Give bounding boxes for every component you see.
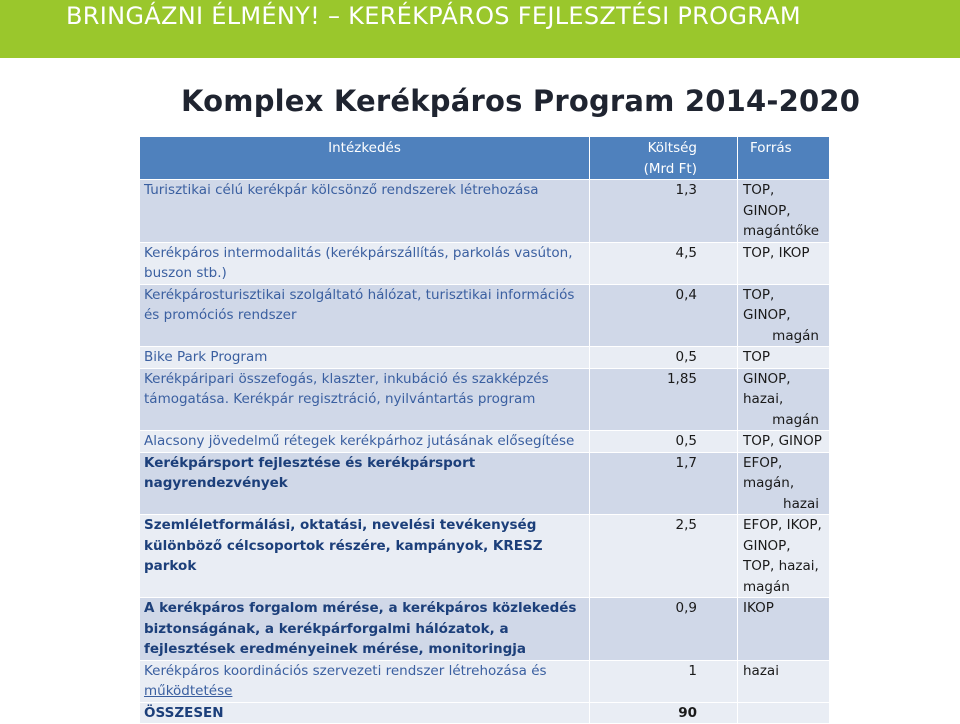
table-row [140, 598, 830, 661]
row-source [738, 284, 830, 347]
row-cost: 0,4 [590, 284, 738, 347]
header-cost-line2: (Mrd Ft) [643, 160, 697, 177]
header-source: Forrás [738, 137, 830, 180]
table-row [140, 284, 830, 347]
table-row [140, 242, 830, 284]
row-source [738, 452, 830, 515]
table-row [140, 180, 830, 243]
row-source-line2: hazai [783, 495, 819, 512]
row-cost: 1,85 [590, 368, 738, 431]
row-source [738, 598, 830, 661]
table-row [140, 347, 830, 369]
row-source [738, 515, 830, 598]
row-source-line1: TOP, GINOP [743, 433, 822, 449]
row-source [738, 660, 830, 702]
banner-text: BRINGÁZNI ÉLMÉNY! – KERÉKPÁROS FEJLESZTÉSI PROGRAM [66, 2, 801, 30]
row-source-line1: hazai [743, 662, 779, 679]
row-source [738, 242, 830, 284]
table-row [140, 431, 830, 453]
table-row [140, 660, 830, 702]
row-source [738, 368, 830, 431]
banner [0, 0, 960, 58]
row-source-line1: EFOP, IKOP, [743, 517, 822, 533]
row-measure: Kerékpáros intermodalitás (kerékpárszállítás, parkolás vasúton, buszon stb.) [140, 242, 590, 284]
row-cost: 0,9 [590, 598, 738, 661]
row-source [738, 431, 830, 453]
row-measure: A kerékpáros forgalom mérése, a kerékpáros közlekedés biztonságának, a kerékpárforgalmi hálózatok, a fejlesztések eredményeinek mérése, monitoringja [140, 598, 590, 661]
row-source [738, 180, 830, 243]
table-header-row [140, 137, 830, 180]
total-label: ÖSSZESEN [140, 702, 590, 724]
row-cost: 1,7 [590, 452, 738, 515]
row-source-line2: magán [772, 411, 819, 428]
row-cost: 0,5 [590, 347, 738, 369]
row-measure-underlined: működtetése [144, 683, 233, 699]
table-row [140, 515, 830, 598]
row-cost: 0,5 [590, 431, 738, 453]
row-measure: Kerékpárosturisztikai szolgáltató hálózat, turisztikai információs és promóciós rendszer [140, 284, 590, 347]
row-source-line2: GINOP, TOP, hazai, magán [743, 537, 819, 595]
header-cost [590, 137, 738, 180]
row-source-line1: IKOP [743, 600, 774, 616]
row-measure: Kerékpáripari összefogás, klaszter, inkubáció és szakképzés támogatása. Kerékpár regisztráció, nyilvántartás program [140, 368, 590, 431]
row-measure: Alacsony jövedelmű rétegek kerékpárhoz jutásának elősegítése [140, 431, 590, 453]
row-source-line1: TOP, IKOP [743, 244, 810, 261]
row-source [738, 347, 830, 369]
row-source-line1: EFOP, magán, [743, 454, 795, 491]
row-measure: Kerékpársport fejlesztése és kerékpársport nagyrendezvények [140, 452, 590, 515]
row-source-line1: TOP [743, 349, 771, 365]
page-title: Komplex Kerékpáros Program 2014-2020 [181, 84, 861, 118]
row-measure: Turisztikai célú kerékpár kölcsönző rendszerek létrehozása [140, 180, 590, 243]
total-source [738, 702, 830, 724]
row-cost: 1,3 [590, 180, 738, 243]
row-cost: 2,5 [590, 515, 738, 598]
row-measure: Szemléletformálási, oktatási, nevelési tevékenység különböző célcsoportok részére, kampányok, KRESZ parkok [140, 515, 590, 598]
row-cost: 1 [590, 660, 738, 702]
table-row [140, 368, 830, 431]
header-measure: Intézkedés [140, 137, 590, 180]
row-cost: 4,5 [590, 242, 738, 284]
row-source-line1: GINOP, hazai, [743, 370, 791, 407]
row-source-line2: magán [772, 327, 819, 344]
row-source-line1: TOP, GINOP, [743, 182, 791, 219]
row-source-line2: magántőke [743, 223, 820, 239]
total-row [140, 702, 830, 724]
header-cost-line1: Költség [647, 140, 697, 156]
row-source-line1: TOP, GINOP, [743, 286, 791, 323]
row-measure: Bike Park Program [140, 347, 590, 369]
table-row [140, 452, 830, 515]
row-measure [140, 660, 590, 702]
program-table [139, 136, 830, 724]
row-measure-text: Kerékpáros koordinációs szervezeti rendszer létrehozása és [144, 662, 547, 679]
total-cost: 90 [590, 702, 738, 724]
